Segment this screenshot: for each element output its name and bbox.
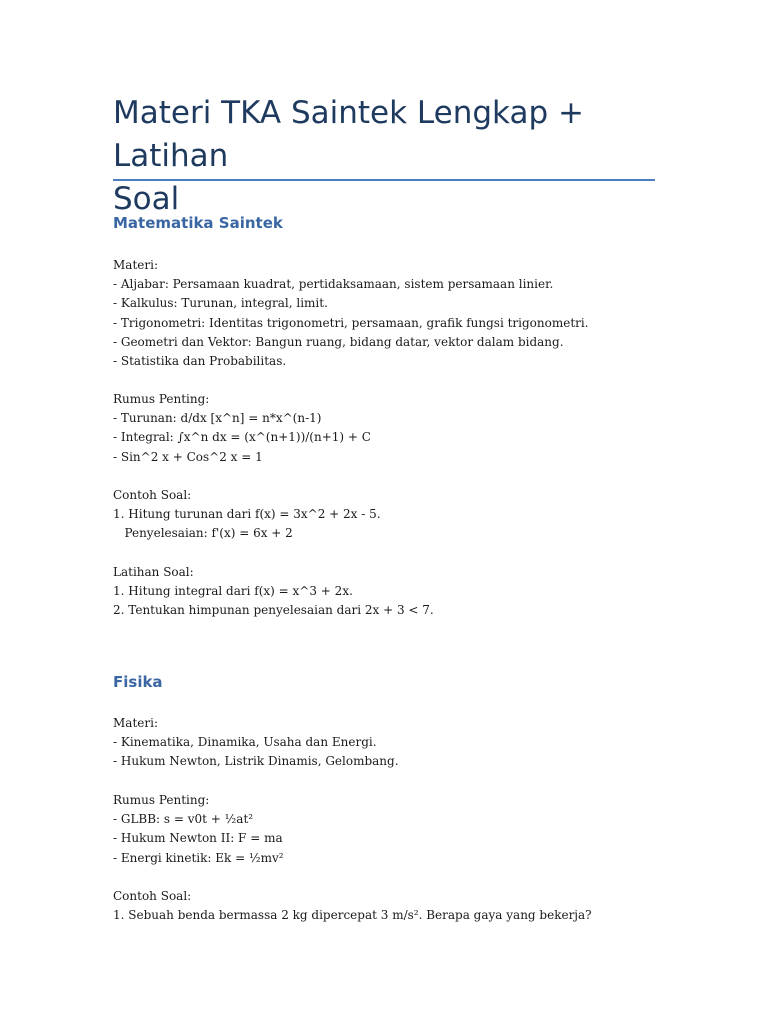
rumus-item: - GLBB: s = v0t + ½at²: [113, 812, 254, 827]
section-heading-fisika: Fisika: [113, 673, 163, 691]
title-line-1: Materi TKA Saintek Lengkap + Latihan: [113, 95, 584, 174]
rumus-item: - Turunan: d/dx [x^n] = n*x^(n-1): [113, 411, 322, 426]
materi-label: Materi:: [113, 258, 158, 272]
rumus-item: - Integral: ∫x^n dx = (x^(n+1))/(n+1) + C: [113, 430, 371, 445]
contoh-label: Contoh Soal:: [113, 889, 192, 903]
contoh-label: Contoh Soal:: [113, 488, 192, 502]
contoh-item: 1. Sebuah benda bermassa 2 kg dipercepat 3 m/s². Berapa gaya yang bekerja?: [113, 908, 592, 923]
materi-label: Materi:: [113, 716, 158, 730]
latihan-item: 1. Hitung integral dari f(x) = x^3 + 2x.: [113, 584, 353, 599]
contoh-item: 1. Hitung turunan dari f(x) = 3x^2 + 2x - 5.: [113, 507, 381, 522]
rumus-item: - Energi kinetik: Ek = ½mv²: [113, 850, 284, 865]
title-divider: [113, 179, 655, 181]
materi-item: - Kinematika, Dinamika, Usaha dan Energi.: [113, 735, 377, 750]
fisika-materi: [113, 714, 673, 772]
fisika-contoh: [113, 887, 673, 925]
rumus-label: Rumus Penting:: [113, 392, 210, 406]
materi-item: - Hukum Newton, Listrik Dinamis, Gelombang.: [113, 754, 399, 769]
contoh-item: Penyelesaian: f'(x) = 6x + 2: [113, 526, 293, 541]
latihan-item: 2. Tentukan himpunan penyelesaian dari 2x + 3 < 7.: [113, 603, 434, 618]
latihan-label: Latihan Soal:: [113, 565, 194, 579]
section-heading-matematika: Matematika Saintek: [113, 214, 283, 232]
title-line-2: Soal: [113, 181, 180, 217]
materi-item: - Geometri dan Vektor: Bangun ruang, bidang datar, vektor dalam bidang.: [113, 334, 564, 349]
document-title: [113, 92, 673, 221]
matematika-rumus: [113, 390, 673, 467]
rumus-label: Rumus Penting:: [113, 793, 210, 807]
fisika-rumus: [113, 791, 673, 868]
matematika-latihan: [113, 563, 673, 621]
matematika-materi: [113, 256, 673, 371]
rumus-item: - Sin^2 x + Cos^2 x = 1: [113, 449, 263, 464]
materi-item: - Kalkulus: Turunan, integral, limit.: [113, 296, 328, 311]
rumus-item: - Hukum Newton II: F = ma: [113, 831, 283, 846]
matematika-contoh: [113, 486, 673, 544]
materi-item: - Aljabar: Persamaan kuadrat, pertidaksamaan, sistem persamaan linier.: [113, 277, 554, 292]
materi-item: - Statistika dan Probabilitas.: [113, 353, 287, 368]
materi-item: - Trigonometri: Identitas trigonometri, persamaan, grafik fungsi trigonometri.: [113, 315, 589, 330]
